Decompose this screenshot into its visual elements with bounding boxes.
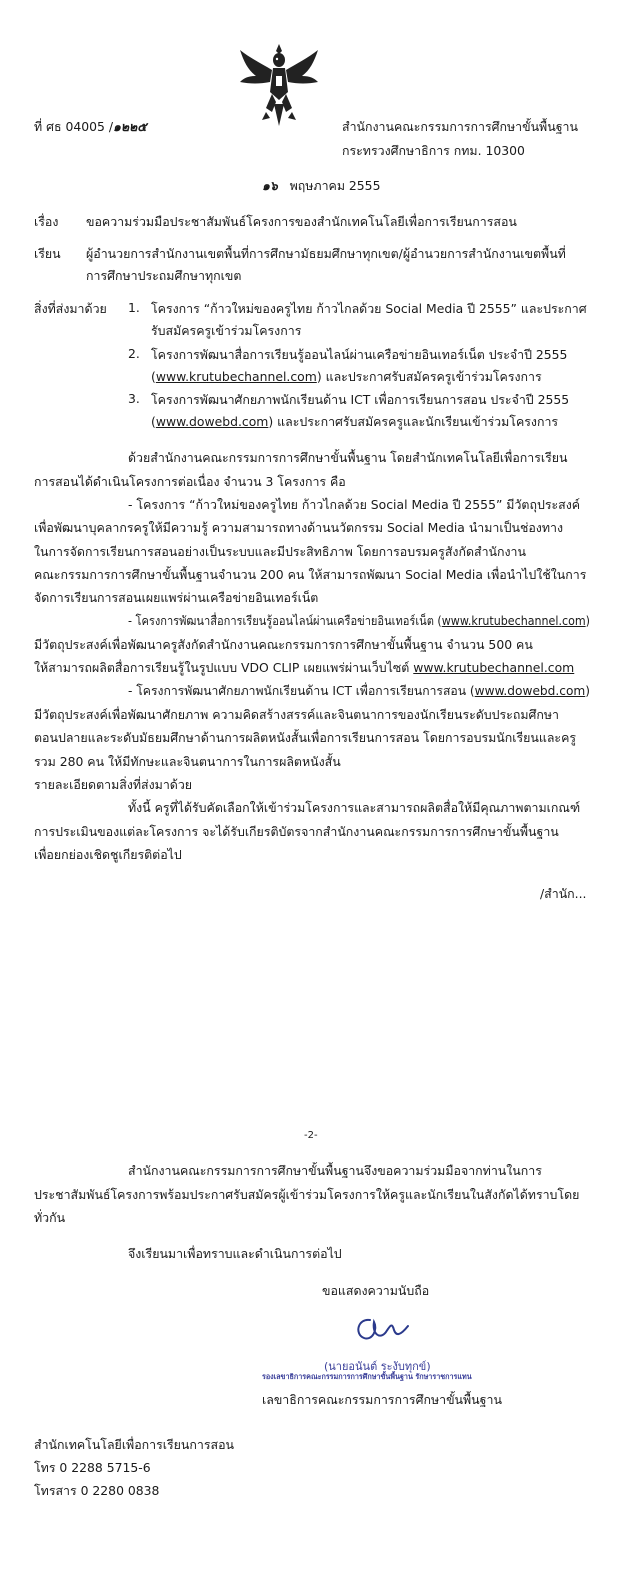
closing-line: จึงเรียนมาเพื่อทราบและดำเนินการต่อไป [128,1246,342,1261]
enclosure-3-line-1: โครงการพัฒนาศักยภาพนักเรียนด้าน ICT เพื่อการเรียนการสอน ประจำปี 2555 [151,392,570,407]
to-line-2: การศึกษาประถมศึกษาทุกเขต [86,268,242,283]
org-name: สำนักงานคณะกรรมการการศึกษาขั้นพื้นฐาน [342,119,578,134]
body-d-line-2: การประเมินของแต่ละโครงการ จะได้รับเกียรติบัตรจากสำนักงานคณะกรรมการการศึกษาขั้นพื้นฐาน [34,824,559,839]
body-d-line-3: เพื่อยกย่องเชิดชูเกียรติต่อไป [34,847,182,862]
signer-acting-stamp: รองเลขาธิการคณะกรรมการการศึกษาขั้นพื้นฐาน รักษาราชการแทน [262,1372,472,1381]
enclosure-2-line-1: โครงการพัฒนาสื่อการเรียนรู้ออนไลน์ผ่านเครือข่ายอินเทอร์เน็ต ประจำปี 2555 [151,347,568,362]
body-p1-line-1: ด้วยสำนักงานคณะกรรมการการศึกษาขั้นพื้นฐาน โดยสำนักเทคโนโลยีเพื่อการเรียน [128,450,568,465]
project-a-line-5: จัดการเรียนการสอนเผยแพร่ผ่านเครือข่ายอินเทอร์เน็ต [34,590,319,605]
body-p1-line-2: การสอนได้ดำเนินโครงการต่อเนื่อง จำนวน 3 โครงการ คือ [34,474,346,489]
office-fax: โทรสาร 0 2280 0838 [34,1483,160,1498]
project-a-line-1: - โครงการ “ก้าวใหม่ของครูไทย ก้าวไกลด้วย Social Media ปี 2555” มีวัตถุประสงค์ [128,497,581,512]
enclosure-label: สิ่งที่ส่งมาด้วย [34,301,107,316]
regards-line: ขอแสดงความนับถือ [322,1283,430,1298]
office-telephone: โทร 0 2288 5715-6 [34,1460,151,1475]
project-a-line-3: ในการจัดการเรียนการสอนอย่างเป็นระบบและมีประสิทธิภาพ โดยการอบรมครูสังกัดสำนักงาน [34,544,526,559]
enclosure-1-line-2: รับสมัครครูเข้าร่วมโครงการ [151,323,302,338]
to-label: เรียน [34,246,61,261]
subject-label: เรื่อง [34,214,59,229]
project-c-line-1: - โครงการพัฒนาศักยภาพนักเรียนด้าน ICT เพื่อการเรียนการสอน (www.dowebd.com) [128,683,591,698]
signer-title: เลขาธิการคณะกรรมการการศึกษาขั้นพื้นฐาน [262,1392,502,1407]
subject-text: ขอความร่วมมือประชาสัมพันธ์โครงการของสำนักเทคโนโลยีเพื่อการเรียนการสอน [86,214,517,229]
project-b-line-2: มีวัตถุประสงค์เพื่อพัฒนาครูสังกัดสำนักงานคณะกรรมการการศึกษาขั้นพื้นฐาน จำนวน 500 คน [34,637,533,652]
krutube-link-body[interactable]: www.krutubechannel.com [441,613,586,628]
page2-p-line-3: ทั่วกัน [34,1210,66,1225]
continued-marker: /สำนัก... [540,886,587,901]
reference-number: ที่ ศธ 04005 /๑๒๒๕ [34,119,147,134]
enclosure-2-number: 2. [128,346,140,361]
dowebd-link-body[interactable]: www.dowebd.com [474,683,586,698]
org-address: กระทรวงศึกษาธิการ กทม. 10300 [342,143,525,158]
project-b-line-3: ให้สามารถผลิตสื่อการเรียนรู้ในรูปแบบ VDO CLIP เผยแพร่ผ่านเว็บไซต์ www.krutubechannel.com [34,660,575,675]
enclosure-1-number: 1. [128,300,140,315]
signer-name: (นายอนันต์ ระงับทุกข์) [324,1360,431,1373]
enclosure-3-number: 3. [128,391,140,406]
page2-p-line-1: สำนักงานคณะกรรมการการศึกษาขั้นพื้นฐานจึงขอความร่วมมือจากท่านในการ [128,1163,542,1178]
garuda-emblem [236,42,322,128]
enclosure-1-line-1: โครงการ “ก้าวใหม่ของครูไทย ก้าวไกลด้วย Social Media ปี 2555” และประกาศ [151,301,587,316]
office-name: สำนักเทคโนโลยีเพื่อการเรียนการสอน [34,1437,234,1452]
dowebd-link[interactable]: www.dowebd.com [155,414,269,429]
page-number: -2- [304,1130,318,1141]
body-d-line-1: ทั้งนี้ ครูที่ได้รับคัดเลือกให้เข้าร่วมโครงการและสามารถผลิตสื่อให้มีคุณภาพตามเกณฑ์ [128,800,581,815]
signature-mark [352,1312,412,1346]
to-line-1: ผู้อำนวยการสำนักงานเขตพื้นที่การศึกษามัธยมศึกษาทุกเขต/ผู้อำนวยการสำนักงานเขตพื้นที่ [86,246,566,261]
page2-p-line-2: ประชาสัมพันธ์โครงการพร้อมประกาศรับสมัครผู้เข้าร่วมโครงการให้ครูและนักเรียนในสังกัดได้ทราบโดย [34,1187,580,1202]
document-date: ๑๖ พฤษภาคม 2555 [262,178,381,193]
project-c-line-4: รวม 280 คน ให้มีทักษะและจินตนาการในการผลิตหนังสั้น [34,754,341,769]
project-c-line-2: มีวัตถุประสงค์เพื่อพัฒนาศักยภาพ ความคิดสร้างสรรค์และจินตนาการของนักเรียนระดับประถมศึกษา [34,707,560,722]
project-a-line-4: คณะกรรมการการศึกษาขั้นพื้นฐานจำนวน 200 คน ให้สามารถพัฒนา Social Media เพื่อนำไปใช้ในการ [34,567,587,582]
krutube-website-link[interactable]: www.krutubechannel.com [413,660,575,675]
enclosure-2-line-2: (www.krutubechannel.com) และประกาศรับสมัครครูเข้าร่วมโครงการ [151,369,542,384]
project-c-line-3: ตอนปลายและระดับมัธยมศึกษาด้านการผลิตหนังสั้นเพื่อการเรียนการสอน โดยการอบรมนักเรียนและครู [34,730,577,745]
details-note: รายละเอียดตามสิ่งที่ส่งมาด้วย [34,777,193,792]
krutube-link[interactable]: www.krutubechannel.com [155,369,317,384]
project-b-line-1: - โครงการพัฒนาสื่อการเรียนรู้ออนไลน์ผ่านเครือข่ายอินเทอร์เน็ต (www.krutubechannel.com) [128,613,590,628]
enclosure-3-line-2: (www.dowebd.com) และประกาศรับสมัครครูและนักเรียนเข้าร่วมโครงการ [151,414,559,429]
project-a-line-2: เพื่อพัฒนาบุคลากรครูให้มีความรู้ ความสามารถทางด้านนวัตกรรม Social Media นำมาเป็นช่องทาง [34,520,564,535]
